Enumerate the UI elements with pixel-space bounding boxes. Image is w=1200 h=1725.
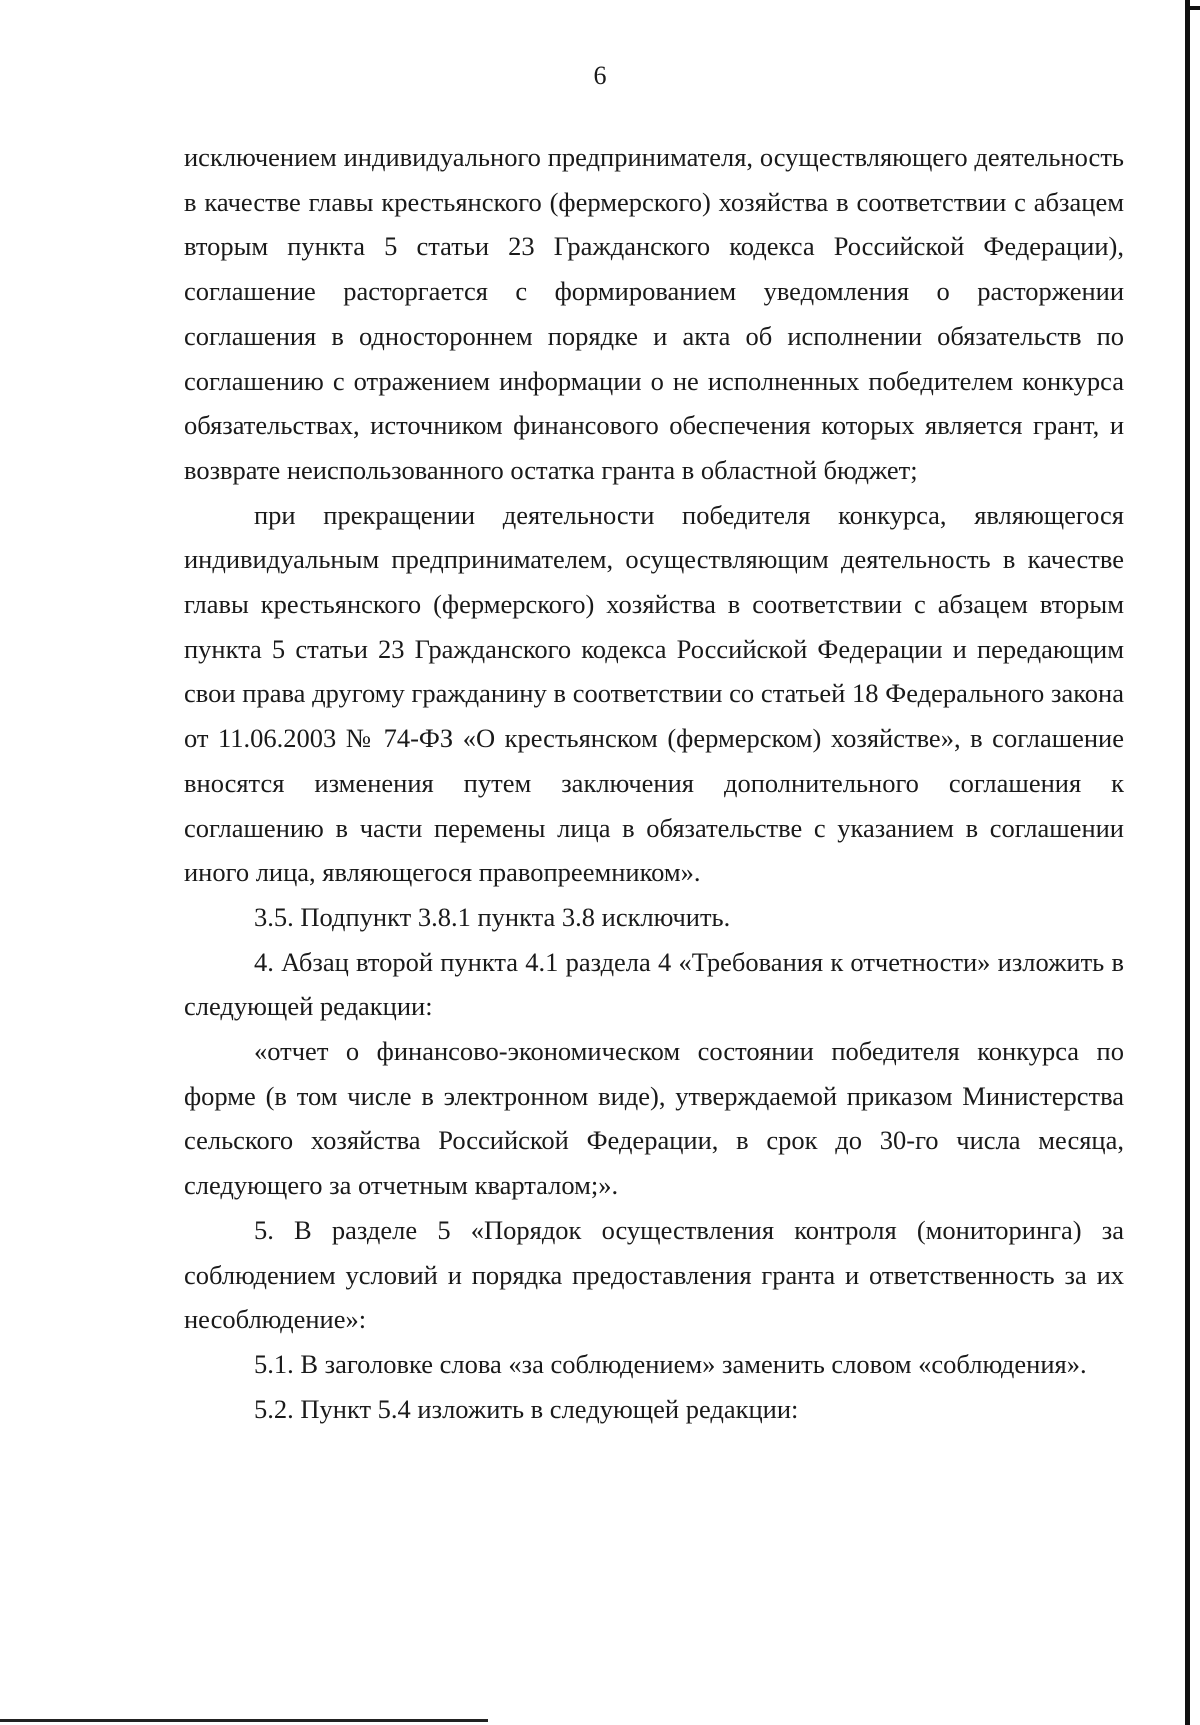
paragraph-4: 4. Абзац второй пункта 4.1 раздела 4 «Требования к отчетности» изложить в следующей редакции: [184, 946, 1124, 1022]
scan-edge-tick [1186, 6, 1200, 10]
paragraph-5: 5. В разделе 5 «Порядок осуществления контроля (мониторинга) за соблюдением условий и порядка предоставления гранта и ответственность за их несоблюдение»: [184, 1214, 1124, 1335]
paragraph-5-1: 5.1. В заголовке слова «за соблюдением» заменить словом «соблюдения». [254, 1348, 1087, 1379]
paragraph-termination-of-activity: при прекращении деятельности победителя конкурса, являющегося индивидуальным предпринимателем, осуществляющим деятельность в качестве главы крестьянского (фермерского) хозяйства в соответствии с абзацем вторым пункта 5 статьи 23 Гражданского кодекса Российской Федерации и передающим свои права другому гражданину в соответствии со статьей 18 Федерального закона от 11.06.2003 № 74-ФЗ «О крестьянском (фермерском) хозяйстве», в соглашение вносятся изменения путем заключения дополнительного соглашения к соглашению в части перемены лица в обязательстве с указанием в соглашении иного лица, являющегося правопреемником». [184, 499, 1124, 888]
scan-edge-bar [1185, 0, 1190, 1725]
paragraph-5-2: 5.2. Пункт 5.4 изложить в следующей редакции: [254, 1393, 799, 1424]
scan-bottom-line [0, 1719, 488, 1722]
paragraph-3-5: 3.5. Подпункт 3.8.1 пункта 3.8 исключить. [254, 901, 731, 932]
document-body [184, 135, 1124, 1431]
paragraph-continuation: исключением индивидуального предпринимателя, осуществляющего деятельность в качестве главы крестьянского (фермерского) хозяйства в соответствии с абзацем вторым пункта 5 статьи 23 Гражданского кодекса Российской Федерации), соглашение расторгается с формированием уведомления о расторжении соглашения в одностороннем порядке и акта об исполнении обязательств по соглашению с отражением информации о не исполненных победителем конкурса обязательствах, источником финансового обеспечения которых является грант, и возврате неиспользованного остатка гранта в областной бюджет; [184, 142, 1124, 485]
page-number: 6 [593, 61, 607, 90]
paragraph-report-quote: «отчет о финансово-экономическом состоянии победителя конкурса по форме (в том числе в электронном виде), утверждаемой приказом Министерства сельского хозяйства Российской Федерации, в срок до 30-го числа месяца, следующего за отчетным кварталом;». [184, 1036, 1124, 1201]
